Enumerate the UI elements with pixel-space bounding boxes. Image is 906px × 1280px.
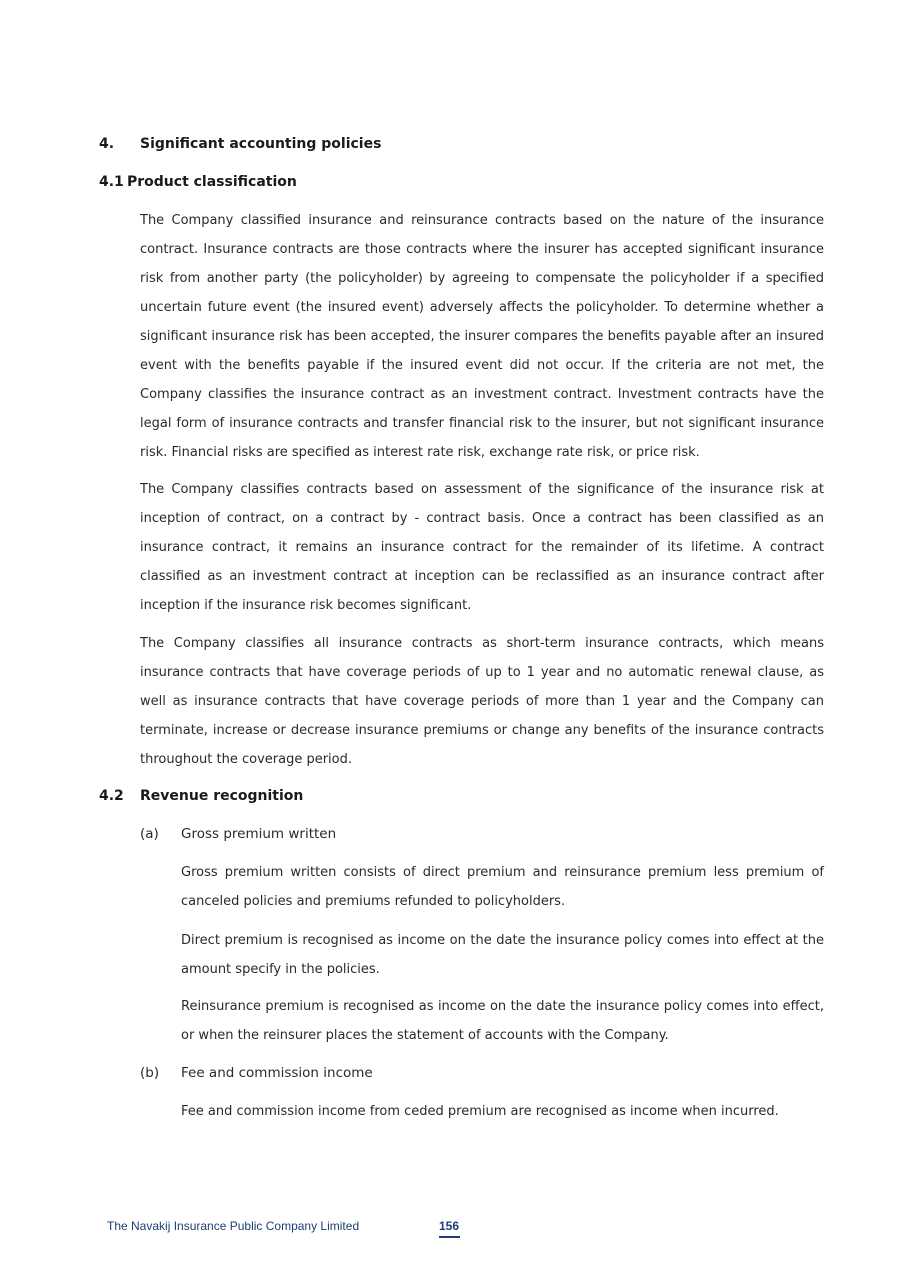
subsection-title: Product classification — [127, 174, 297, 190]
paragraph: Fee and commission income from ceded premium are recognised as income when incurred. — [181, 1104, 779, 1119]
footer-company-name: The Navakij Insurance Public Company Limited — [107, 1219, 360, 1233]
paragraph: Reinsurance premium is recognised as income on the date the insurance policy comes into effect, or when the reinsurer places the statement of accounts with the Company. — [181, 999, 824, 1043]
paragraph: The Company classifies all insurance contracts as short-term insurance contracts, which means insurance contracts that have coverage periods of up to 1 year and no automatic renewal clause, as well as insurance contracts that have coverage periods of more than 1 year and the Company can terminate, increase or decrease insurance premiums or change any benefits of the insurance contracts throughout the coverage period. — [140, 636, 824, 767]
subsection-title: Revenue recognition — [140, 788, 304, 804]
page-number-underline — [439, 1236, 460, 1238]
subsection-number: 4.2 — [99, 788, 124, 804]
paragraph: The Company classified insurance and reinsurance contracts based on the nature of the insurance contract. Insurance contracts are those contracts where the insurer has accepted significant insurance risk from another party (the policyholder) by agreeing to compensate the policyholder if a specified uncertain future event (the insured event) adversely affects the policyholder. To determine whether a significant insurance risk has been accepted, the insurer compares the benefits payable after an insured event with the benefits payable if the insured event did not occur. If the criteria are not met, the Company classifies the insurance contract as an investment contract. Investment contracts have the legal form of insurance contracts and transfer financial risk to the insurer, but not significant insurance risk. Financial risks are specified as interest rate risk, exchange rate risk, or price risk. — [140, 213, 824, 460]
paragraph: Direct premium is recognised as income on the date the insurance policy comes into effect at the amount specify in the policies. — [181, 933, 824, 977]
section-heading — [99, 136, 381, 152]
list-item-marker: (a) — [140, 826, 159, 842]
subsection-heading-4-1 — [99, 174, 297, 190]
list-item-marker: (b) — [140, 1065, 160, 1081]
list-item-label: Gross premium written — [181, 826, 337, 842]
section-number: 4. — [99, 136, 115, 152]
paragraph: Gross premium written consists of direct premium and reinsurance premium less premium of canceled policies and premiums refunded to policyholders. — [181, 865, 824, 909]
list-item-label: Fee and commission income — [181, 1065, 373, 1081]
subsection-heading-4-2 — [99, 788, 303, 804]
paragraph: The Company classifies contracts based on assessment of the significance of the insurance risk at inception of contract, on a contract by - contract basis. Once a contract has been classified as an insurance contract, it remains an insurance contract for the remainder of its lifetime. A contract classified as an investment contract at inception can be reclassified as an insurance contract after inception if the insurance risk becomes significant. — [140, 482, 824, 613]
page-number: 156 — [439, 1219, 460, 1233]
subsection-number: 4.1 — [99, 174, 124, 190]
section-title: Significant accounting policies — [140, 136, 382, 152]
